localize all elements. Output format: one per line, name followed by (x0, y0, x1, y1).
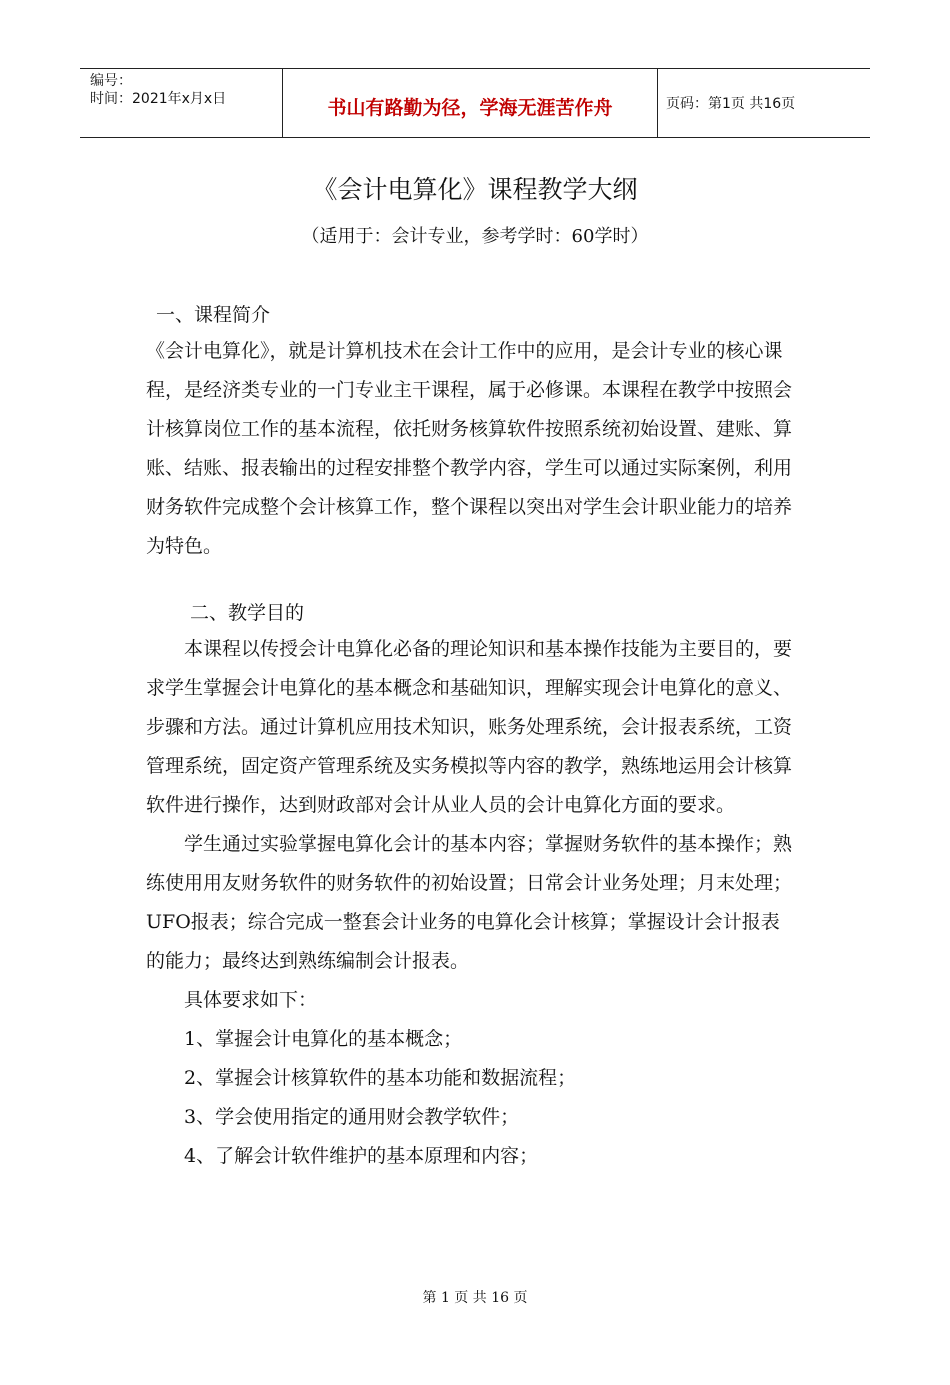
header-page-info: 页码：第1页 共16页 (666, 96, 796, 112)
section2-body (146, 630, 796, 1176)
document-title: 《会计电算化》课程教学大纲 (312, 175, 638, 204)
document-subtitle: （适用于：会计专业，参考学时：60学时） (301, 226, 649, 247)
section2-paragraph-1: 本课程以传授会计电算化必备的理论知识和基本操作技能为主要目的，要求学生掌握会计电算化的基本概念和基础知识，理解实现会计电算化的意义、步骤和方法。通过计算机应用技术知识，账务处理系统，会计报表系统，工资管理系统，固定资产管理系统及实务模拟等内容的教学，熟练地运用会计核算软件进行操作，达到财政部对会计从业人员的会计电算化方面的要求。 (146, 638, 793, 816)
section2-paragraph-2: 学生通过实验掌握电算化会计的基本内容；掌握财务软件的基本操作；熟练使用用友财务软件的财务软件的初始设置；日常会计业务处理；月末处理；UFO报表；综合完成一整套会计业务的电算化会计核算；掌握设计会计报表的能力；最终达到熟练编制会计报表。 (146, 833, 793, 972)
page-footer: 第 1 页 共 16 页 (422, 1290, 528, 1306)
header-motto-cell (282, 69, 658, 137)
section1-paragraph-text: 《会计电算化》，就是计算机技术在会计工作中的应用，是会计专业的核心课程，是经济类专业的一门专业主干课程，属于必修课。本课程在教学中按照会计核算岗位工作的基本流程，依托财务核算软件按照系统初始设置、建账、算账、结账、报表输出的过程安排整个教学内容，学生可以通过实际案例，利用财务软件完成整个会计核算工作，整个课程以突出对学生会计职业能力的培养为特色。 (146, 340, 793, 557)
motto: 书山有路勤为径，学海无涯苦作舟 (327, 97, 613, 119)
section1-paragraph (146, 332, 796, 566)
requirements-intro: 具体要求如下： (184, 989, 318, 1011)
requirement-item: 2、掌握会计核算软件的基本功能和数据流程； (184, 1067, 577, 1089)
number-label: 编号： (90, 73, 132, 89)
requirement-item: 1、掌握会计电算化的基本概念； (184, 1028, 463, 1050)
date-label: 时间：2021年x月x日 (90, 91, 227, 107)
requirement-item: 3、学会使用指定的通用财会教学软件； (184, 1106, 520, 1128)
section1-heading: 一、课程简介 (156, 304, 271, 326)
section2-heading: 二、教学目的 (190, 602, 305, 624)
page-header (80, 68, 870, 138)
requirement-item: 4、了解会计软件维护的基本原理和内容； (184, 1145, 539, 1167)
header-meta (80, 69, 282, 137)
